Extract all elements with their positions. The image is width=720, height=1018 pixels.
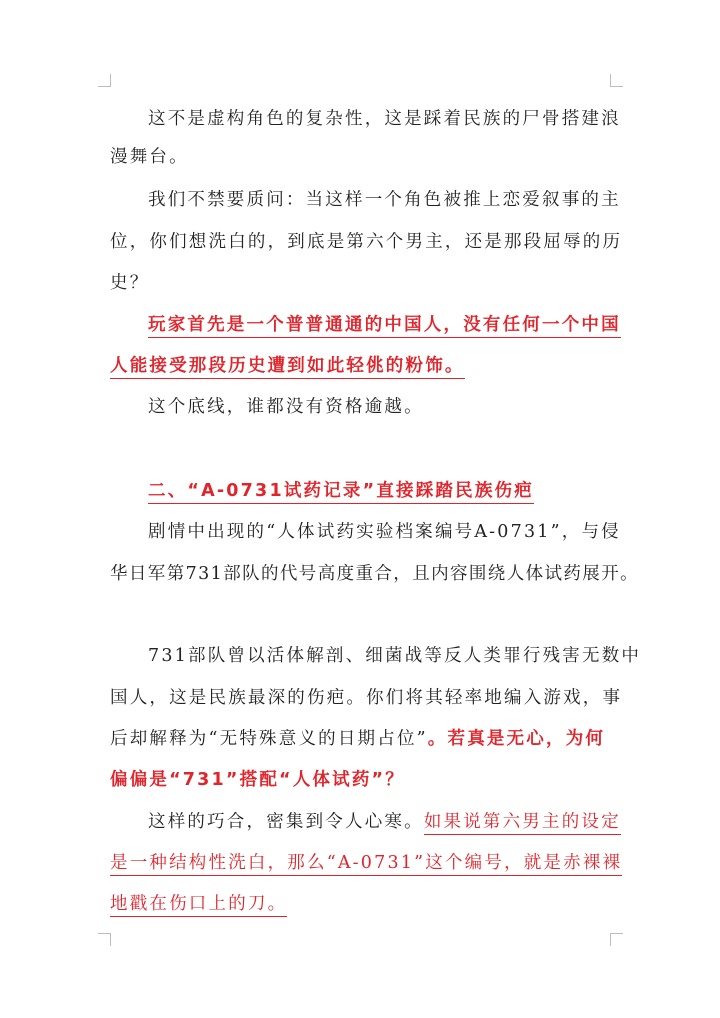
paragraph-line (148, 810, 621, 834)
underlined-red-line (110, 892, 615, 916)
page-corner-mark (610, 933, 623, 946)
paragraph-text: 这样的巧合，密集到令人心寒。 (148, 812, 424, 832)
paragraph-text: 后却解释为“无特殊意义的日期占位” (110, 729, 428, 749)
paragraph-line: 位，你们想洗白的，到底是第六个男主，还是那段屈辱的历 (110, 232, 623, 252)
underlined-red-text: 是一种结构性洗白，那么“A-0731”这个编号，就是赤裸裸 (110, 853, 622, 876)
paragraph-line: 剧情中出现的“人体试药实验档案编号A-0731”，与侵 (148, 522, 621, 542)
underlined-red-line (110, 851, 623, 875)
page-corner-mark (610, 74, 623, 87)
highlight-text: 玩家首先是一个普普通通的中国人，没有任何一个中国 (148, 315, 621, 338)
highlight-line (148, 313, 621, 337)
section-heading (148, 479, 615, 503)
paragraph-line: 这个底线，谁都没有资格逾越。 (148, 397, 424, 417)
highlight-line (110, 354, 615, 378)
paragraph-line: 漫舞台。 (110, 147, 189, 167)
paragraph-line: 731部队曾以活体解剖、细菌战等反人类罪行残害无数中 (148, 646, 642, 666)
section-heading-text: 二、“A-0731试药记录”直接踩踏民族伤疤 (148, 481, 534, 504)
paragraph-line (110, 727, 615, 751)
paragraph-line: 史？ (110, 273, 150, 293)
highlight-text: 人能接受那段历史遭到如此轻佻的粉饰。 (110, 356, 465, 379)
underlined-red-text: 地戳在伤口上的刀。 (110, 894, 287, 917)
paragraph-line: 我们不禁要质问：当这样一个角色被推上恋爱叙事的主 (148, 190, 621, 210)
highlight-text: 。若真是无心，为何 (427, 729, 606, 749)
paragraph-line: 这不是虚构角色的复杂性，这是踩着民族的尸骨搭建浪 (148, 109, 621, 129)
page-corner-mark (98, 933, 111, 946)
underlined-red-text: 如果说第六男主的设定 (424, 812, 621, 835)
paragraph-line: 国人，这是民族最深的伤疤。你们将其轻率地编入游戏，事 (110, 688, 623, 708)
page-corner-mark (98, 74, 111, 87)
paragraph-line: 华日军第731部队的代号高度重合，且内容围绕人体试药展开。 (110, 564, 639, 584)
highlight-line: 偏偏是“731”搭配“人体试药”？ (110, 770, 405, 790)
